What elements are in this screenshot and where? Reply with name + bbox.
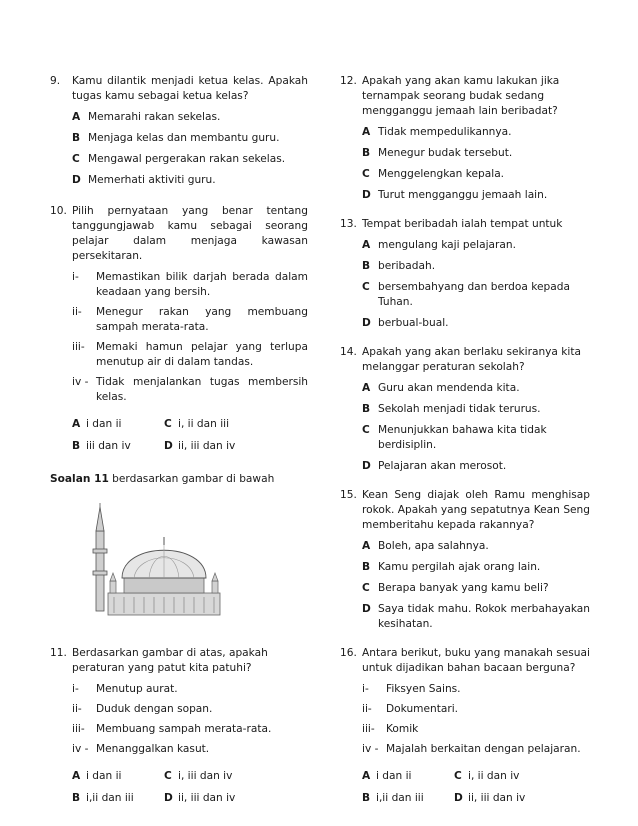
statement-numeral: iii- [72, 341, 85, 353]
statement-numeral: i- [362, 683, 369, 695]
option-d[interactable] [362, 602, 590, 632]
option-text: bersembahyang dan berdoa kepada Tuhan. [378, 281, 570, 308]
answer-letter-a[interactable]: A [362, 770, 371, 782]
option-letter: A [362, 239, 371, 251]
option-letter: D [362, 189, 371, 201]
option-b[interactable] [362, 402, 590, 417]
statement-numeral: iv - [72, 376, 89, 388]
statement [362, 742, 590, 757]
option-letter: A [362, 126, 371, 138]
question-number: 15. [340, 489, 357, 501]
option-text: Memarahi rakan sekelas. [88, 111, 221, 123]
statement [362, 702, 590, 717]
option-letter: D [362, 603, 371, 615]
option-c[interactable] [72, 152, 308, 167]
option-d[interactable] [72, 173, 308, 188]
section-instruction [50, 472, 308, 487]
option-c[interactable] [362, 167, 590, 182]
statement [72, 682, 308, 697]
question-number: 12. [340, 75, 357, 87]
option-text: Mengawal pergerakan rakan sekelas. [88, 153, 286, 165]
question-text: Antara berikut, buku yang manakah sesuai untuk dijadikan bahan bacaan berguna? [362, 647, 590, 674]
question-number: 14. [340, 346, 357, 358]
option-d[interactable] [362, 316, 590, 331]
option-c[interactable] [362, 280, 590, 310]
option-text: berbual-bual. [378, 317, 449, 329]
answer-letter-d[interactable]: D [454, 792, 463, 804]
option-text: Menggelengkan kepala. [378, 168, 505, 180]
option-text: Menunjukkan bahawa kita tidak berdisiplin. [378, 424, 547, 451]
answer-letter-c[interactable]: C [164, 418, 172, 430]
answer-grid [362, 769, 590, 806]
option-c[interactable] [362, 423, 590, 453]
answer-text-d[interactable]: ii, iii dan iv [468, 792, 526, 804]
minaret-icon [93, 503, 107, 611]
option-b[interactable] [72, 131, 308, 146]
statement-numeral: i- [72, 271, 79, 283]
statement-text: Menegur rakan yang membuang sampah merata-rata. [96, 306, 308, 333]
statement [362, 682, 590, 697]
option-text: beribadah. [378, 260, 436, 272]
question-number: 16. [340, 647, 357, 659]
statement-text: Tidak menjalankan tugas membersih kelas. [96, 376, 308, 403]
option-text: mengulang kaji pelajaran. [378, 239, 516, 251]
statement-numeral: ii- [362, 703, 372, 715]
option-a[interactable] [72, 110, 308, 125]
statement [72, 722, 308, 737]
option-d[interactable] [362, 188, 590, 203]
question-text: Berdasarkan gambar di atas, apakah peraturan yang patut kita patuhi? [72, 647, 268, 674]
statement [72, 702, 308, 717]
question-number: 9. [50, 75, 61, 87]
statement-text: Menanggalkan kasut. [96, 743, 210, 755]
statement [72, 375, 308, 405]
statement-numeral: iii- [362, 723, 375, 735]
statement-numeral: ii- [72, 306, 82, 318]
option-letter: B [362, 561, 371, 573]
answer-text-a[interactable]: i dan ii [376, 770, 412, 782]
mosque-image [74, 501, 224, 621]
statement-text: Majalah berkaitan dengan pelajaran. [386, 743, 581, 755]
answer-grid [72, 417, 308, 454]
statement-numeral: iv - [72, 743, 89, 755]
option-text: Menjaga kelas dan membantu guru. [88, 132, 280, 144]
option-letter: C [362, 424, 370, 436]
right-column [340, 74, 590, 814]
option-text: Tidak mempedulikannya. [378, 126, 512, 138]
answer-text-a[interactable]: i dan ii [86, 770, 122, 782]
question-text: Kamu dilantik menjadi ketua kelas. Apakah tugas kamu sebagai ketua kelas? [72, 75, 308, 102]
answer-letter-d[interactable]: D [164, 792, 173, 804]
statement-text: Membuang sampah merata-rata. [96, 723, 272, 735]
answer-letter-a[interactable]: A [72, 770, 81, 782]
statement [362, 722, 590, 737]
section-instruction-bold: Soalan 11 [50, 473, 109, 485]
option-a[interactable] [362, 125, 590, 140]
statement-numeral: ii- [72, 703, 82, 715]
option-letter: B [72, 132, 81, 144]
option-text: Sekolah menjadi tidak terurus. [378, 403, 541, 415]
question-text: Tempat beribadah ialah tempat untuk [362, 218, 563, 230]
answer-text-a[interactable]: i dan ii [86, 418, 122, 430]
option-letter: C [362, 168, 370, 180]
option-b[interactable] [362, 146, 590, 161]
question-15 [340, 488, 590, 632]
answer-letter-b[interactable]: B [362, 792, 371, 804]
option-letter: C [362, 281, 370, 293]
option-text: Turut mengganggu jemaah lain. [378, 189, 548, 201]
option-a[interactable] [362, 238, 590, 253]
answer-text-b[interactable]: i,ii dan iii [86, 792, 134, 804]
question-text: Kean Seng diajak oleh Ramu menghisap rokok. Apakah yang sepatutnya Kean Seng memberitahu kepada rakannya? [362, 489, 590, 531]
question-9 [50, 74, 308, 188]
option-letter: B [362, 260, 371, 272]
answer-letter-a[interactable]: A [72, 418, 81, 430]
statement [72, 305, 308, 335]
statement [72, 742, 308, 757]
option-letter: D [362, 460, 371, 472]
option-c[interactable] [362, 581, 590, 596]
answer-letter-d[interactable]: D [164, 440, 173, 452]
statement-text: Memaki hamun pelajar yang terlupa menutup air di dalam tandas. [96, 341, 308, 368]
question-number: 10. [50, 205, 67, 217]
option-b[interactable] [362, 259, 590, 274]
left-column [50, 74, 308, 814]
option-letter: B [362, 147, 371, 159]
answer-grid [72, 769, 308, 806]
question-13 [340, 217, 590, 331]
option-a[interactable] [362, 539, 590, 554]
answer-letter-b[interactable]: B [72, 792, 81, 804]
answer-letter-c[interactable]: C [454, 770, 462, 782]
statement-text: Fiksyen Sains. [386, 683, 461, 695]
question-14 [340, 345, 590, 474]
question-text: Apakah yang akan berlaku sekiranya kita melanggar peraturan sekolah? [362, 346, 582, 373]
option-text: Boleh, apa salahnya. [378, 540, 489, 552]
option-letter: D [362, 317, 371, 329]
option-a[interactable] [362, 381, 590, 396]
question-12 [340, 74, 590, 203]
statement-text: Menutup aurat. [96, 683, 178, 695]
option-d[interactable] [362, 459, 590, 474]
option-letter: A [362, 382, 371, 394]
option-letter: A [72, 111, 81, 123]
option-letter: C [362, 582, 370, 594]
statement [72, 340, 308, 370]
answer-text-b[interactable]: i,ii dan iii [376, 792, 424, 804]
option-text: Pelajaran akan merosot. [378, 460, 507, 472]
section-instruction-rest: berdasarkan gambar di bawah [108, 473, 275, 485]
answer-text-b[interactable]: iii dan iv [86, 440, 131, 452]
option-text: Guru akan mendenda kita. [378, 382, 520, 394]
option-text: Kamu pergilah ajak orang lain. [378, 561, 541, 573]
answer-text-c[interactable]: i, ii dan iii [178, 418, 230, 430]
statement-numeral: iv - [362, 743, 379, 755]
statement-numeral: i- [72, 683, 79, 695]
answer-letter-c[interactable]: C [164, 770, 172, 782]
answer-text-c[interactable]: i, ii dan iv [468, 770, 520, 782]
question-text: Pilih pernyataan yang benar tentang tanggungjawab kamu sebagai seorang pelajar dalam menjaga kawasan persekitaran. [72, 205, 308, 262]
answer-text-c[interactable]: i, iii dan iv [178, 770, 233, 782]
question-number: 11. [50, 647, 67, 659]
option-text: Berapa banyak yang kamu beli? [378, 582, 549, 594]
option-b[interactable] [362, 560, 590, 575]
question-10 [50, 204, 308, 454]
option-text: Saya tidak mahu. Rokok merbahayakan kesihatan. [378, 603, 590, 630]
question-11 [50, 646, 308, 806]
answer-letter-b[interactable]: B [72, 440, 81, 452]
option-letter: B [362, 403, 371, 415]
question-number: 13. [340, 218, 357, 230]
statement-text: Komik [386, 723, 419, 735]
answer-text-d[interactable]: ii, iii dan iv [178, 440, 236, 452]
answer-text-d[interactable]: ii, iii dan iv [178, 792, 236, 804]
option-text: Menegur budak tersebut. [378, 147, 513, 159]
option-letter: A [362, 540, 371, 552]
question-16 [340, 646, 590, 806]
statement [72, 270, 308, 300]
statement-numeral: iii- [72, 723, 85, 735]
option-text: Memerhati aktiviti guru. [88, 174, 216, 186]
option-letter: C [72, 153, 80, 165]
statement-text: Duduk dengan sopan. [96, 703, 213, 715]
option-letter: D [72, 174, 81, 186]
question-text: Apakah yang akan kamu lakukan jika ternampak seorang budak sedang mengganggu jemaah lain beribadat? [362, 75, 560, 117]
statement-text: Dokumentari. [386, 703, 459, 715]
statement-text: Memastikan bilik darjah berada dalam keadaan yang bersih. [96, 271, 308, 298]
